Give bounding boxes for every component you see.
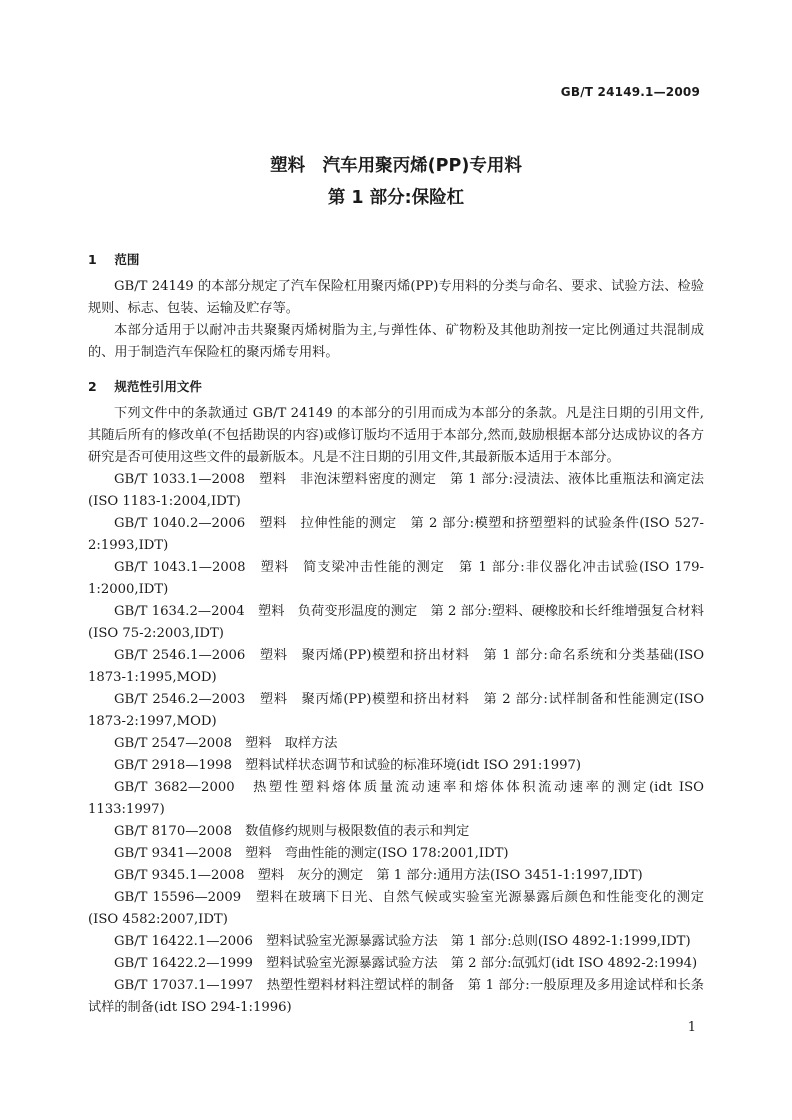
section-number: 1 bbox=[88, 252, 97, 267]
reference-item: GB/T 9341—2008 塑料 弯曲性能的测定(ISO 178:2001,IDT) bbox=[114, 846, 509, 861]
paragraph: 下列文件中的条款通过 GB/T 24149 的本部分的引用而成为本部分的条款。凡是注日期的引用文件,其随后所有的修改单(不包括勘误的内容)或修订版均不适用于本部分,然而,鼓励根据本部分达成协议的各方研究是否可使用这些文件的最新版本。凡是不注日期的引用文件,其最新版本适用于本部分。 bbox=[88, 406, 704, 465]
section-title: 规范性引用文件 bbox=[114, 379, 202, 394]
reference-item: GB/T 9345.1—2008 塑料 灰分的测定 第 1 部分:通用方法(ISO 3451-1:1997,IDT) bbox=[114, 868, 643, 883]
document-title: 塑料 汽车用聚丙烯(PP)专用料 bbox=[270, 156, 522, 176]
reference-item: GB/T 2918—1998 塑料试样状态调节和试验的标准环境(idt ISO 291:1997) bbox=[114, 758, 582, 773]
reference-item: GB/T 2546.1—2006 塑料 聚丙烯(PP)模塑和挤出材料 第 1 部分:命名系统和分类基础(ISO 1873-1:1995,MOD) bbox=[88, 648, 704, 685]
reference-item: GB/T 8170—2008 数值修约规则与极限数值的表示和判定 bbox=[114, 824, 470, 839]
reference-item: GB/T 15596—2009 塑料在玻璃下日光、自然气候或实验室光源暴露后颜色和性能变化的测定(ISO 4582:2007,IDT) bbox=[88, 890, 704, 927]
reference-item: GB/T 1043.1—2008 塑料 简支梁冲击性能的测定 第 1 部分:非仪器化冲击试验(ISO 179-1:2000,IDT) bbox=[88, 560, 704, 597]
standard-number: GB/T 24149.1—2009 bbox=[560, 85, 700, 99]
section-title: 范围 bbox=[114, 252, 140, 267]
section-2-body bbox=[88, 403, 704, 1019]
reference-item: GB/T 3682—2000 热塑性塑料熔体质量流动速率和熔体体积流动速率的测定(idt ISO 1133:1997) bbox=[88, 780, 704, 817]
reference-item: GB/T 2546.2—2003 塑料 聚丙烯(PP)模塑和挤出材料 第 2 部分:试样制备和性能测定(ISO 1873-2:1997,MOD) bbox=[88, 692, 704, 729]
reference-item: GB/T 17037.1—1997 热塑性塑料材料注塑试样的制备 第 1 部分:一般原理及多用途试样和长条试样的制备(idt ISO 294-1:1996) bbox=[88, 978, 704, 1015]
paragraph: 本部分适用于以耐冲击共聚聚丙烯树脂为主,与弹性体、矿物粉及其他助剂按一定比例通过共混制成的、用于制造汽车保险杠的聚丙烯专用料。 bbox=[88, 323, 704, 360]
reference-item: GB/T 2547—2008 塑料 取样方法 bbox=[114, 736, 338, 751]
section-1-body bbox=[88, 276, 704, 364]
reference-item: GB/T 1033.1—2008 塑料 非泡沫塑料密度的测定 第 1 部分:浸渍法、液体比重瓶法和滴定法(ISO 1183-1:2004,IDT) bbox=[88, 472, 704, 509]
reference-item: GB/T 1634.2—2004 塑料 负荷变形温度的测定 第 2 部分:塑料、硬橡胶和长纤维增强复合材料(ISO 75-2:2003,IDT) bbox=[88, 604, 704, 641]
section-1-heading bbox=[88, 250, 139, 268]
reference-item: GB/T 1040.2—2006 塑料 拉伸性能的测定 第 2 部分:模塑和挤塑塑料的试验条件(ISO 527-2:1993,IDT) bbox=[88, 516, 704, 553]
section-number: 2 bbox=[88, 379, 97, 394]
paragraph: GB/T 24149 的本部分规定了汽车保险杠用聚丙烯(PP)专用料的分类与命名、要求、试验方法、检验规则、标志、包装、运输及贮存等。 bbox=[88, 279, 704, 316]
page-number: 1 bbox=[687, 1020, 696, 1035]
reference-item: GB/T 16422.1—2006 塑料试验室光源暴露试验方法 第 1 部分:总则(ISO 4892-1:1999,IDT) bbox=[114, 934, 691, 949]
reference-item: GB/T 16422.2—1999 塑料试验室光源暴露试验方法 第 2 部分:氙弧灯(idt ISO 4892-2:1994) bbox=[114, 956, 698, 971]
section-2-heading bbox=[88, 377, 202, 395]
document-subtitle: 第 1 部分:保险杠 bbox=[327, 188, 465, 208]
